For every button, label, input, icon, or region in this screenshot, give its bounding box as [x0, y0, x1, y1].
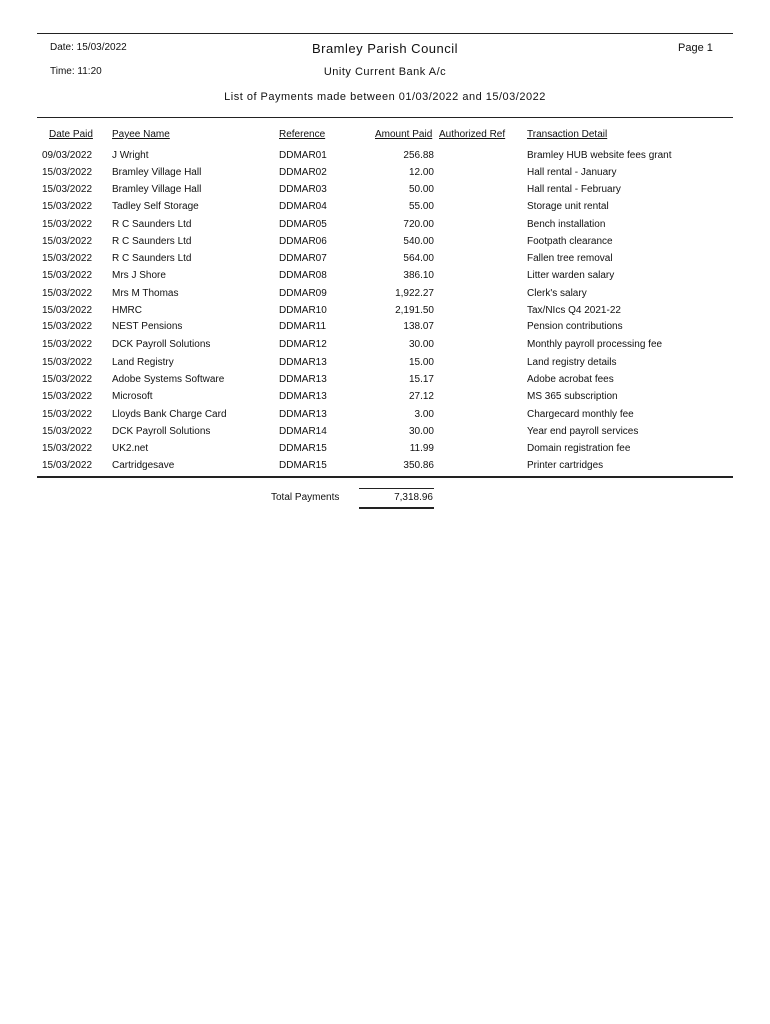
table-row: [0, 236, 770, 253]
table-row: [0, 288, 770, 305]
table-row: [0, 374, 770, 391]
cell-payee-name: R C Saunders Ltd: [112, 219, 192, 230]
cell-reference: DDMAR08: [279, 270, 327, 281]
cell-transaction-detail: Year end payroll services: [527, 426, 639, 437]
cell-reference: DDMAR13: [279, 391, 327, 402]
cell-transaction-detail: MS 365 subscription: [527, 391, 618, 402]
cell-date-paid: 15/03/2022: [42, 443, 93, 454]
cell-transaction-detail: Hall rental - January: [527, 167, 617, 178]
table-row: [0, 201, 770, 218]
cell-amount-paid: 15.00: [408, 357, 434, 368]
cell-amount-paid: 30.00: [408, 339, 434, 350]
table-row: [0, 167, 770, 184]
cell-payee-name: Cartridgesave: [112, 460, 175, 471]
cell-payee-name: Land Registry: [112, 357, 174, 368]
cell-reference: DDMAR10: [279, 305, 327, 316]
cell-amount-paid: 540.00: [403, 236, 434, 247]
table-row: [0, 270, 770, 287]
cell-reference: DDMAR04: [279, 201, 327, 212]
cell-date-paid: 15/03/2022: [42, 184, 93, 195]
cell-date-paid: 15/03/2022: [42, 201, 93, 212]
cell-amount-paid: 12.00: [408, 167, 434, 178]
table-row: [0, 339, 770, 356]
cell-date-paid: 15/03/2022: [42, 305, 93, 316]
col-transaction-detail: Transaction Detail: [527, 129, 608, 140]
total-top-rule: [359, 488, 434, 489]
cell-payee-name: Adobe Systems Software: [112, 374, 225, 385]
table-row: [0, 391, 770, 408]
cell-reference: DDMAR01: [279, 150, 327, 161]
total-bottom-rule: [359, 507, 434, 509]
cell-date-paid: 15/03/2022: [42, 357, 93, 368]
cell-amount-paid: 3.00: [414, 409, 434, 420]
cell-transaction-detail: Hall rental - February: [527, 184, 621, 195]
cell-payee-name: Lloyds Bank Charge Card: [112, 409, 227, 420]
header-rule: [37, 117, 733, 118]
cell-payee-name: R C Saunders Ltd: [112, 253, 192, 264]
cell-transaction-detail: Tax/NIcs Q4 2021-22: [527, 305, 621, 316]
cell-reference: DDMAR07: [279, 253, 327, 264]
cell-payee-name: Mrs J Shore: [112, 270, 166, 281]
cell-date-paid: 15/03/2022: [42, 409, 93, 420]
col-authorized-ref: Authorized Ref: [439, 129, 506, 140]
col-payee-name: Payee Name: [112, 129, 170, 140]
cell-payee-name: Tadley Self Storage: [112, 201, 199, 212]
cell-amount-paid: 138.07: [403, 321, 434, 332]
cell-amount-paid: 27.12: [408, 391, 434, 402]
cell-reference: DDMAR13: [279, 409, 327, 420]
cell-amount-paid: 350.86: [403, 460, 434, 471]
cell-reference: DDMAR15: [279, 443, 327, 454]
page-number: Page 1: [678, 42, 713, 54]
cell-payee-name: Microsoft: [112, 391, 153, 402]
account-name: Unity Current Bank A/c: [323, 66, 447, 78]
cell-reference: DDMAR14: [279, 426, 327, 437]
report-title: List of Payments made between 01/03/2022 and 15/03/2022: [224, 91, 546, 103]
cell-date-paid: 15/03/2022: [42, 321, 93, 332]
cell-reference: DDMAR11: [279, 321, 327, 332]
report-time: Time: 11:20: [50, 66, 102, 77]
cell-transaction-detail: Monthly payroll processing fee: [527, 339, 663, 350]
table-bottom-rule: [37, 476, 733, 478]
cell-payee-name: UK2.net: [112, 443, 149, 454]
col-amount-paid: Amount Paid: [375, 129, 433, 140]
cell-date-paid: 15/03/2022: [42, 219, 93, 230]
cell-transaction-detail: Adobe acrobat fees: [527, 374, 614, 385]
table-row: [0, 357, 770, 374]
cell-date-paid: 15/03/2022: [42, 374, 93, 385]
cell-payee-name: HMRC: [112, 305, 142, 316]
total-payments-label: Total Payments: [271, 492, 340, 503]
cell-amount-paid: 1,922.27: [395, 288, 434, 299]
cell-transaction-detail: Litter warden salary: [527, 270, 615, 281]
cell-date-paid: 15/03/2022: [42, 253, 93, 264]
table-row: [0, 321, 770, 338]
table-row: [0, 460, 770, 477]
table-row: [0, 426, 770, 443]
cell-amount-paid: 30.00: [408, 426, 434, 437]
cell-payee-name: NEST Pensions: [112, 321, 183, 332]
table-row: [0, 150, 770, 167]
cell-reference: DDMAR12: [279, 339, 327, 350]
cell-reference: DDMAR03: [279, 184, 327, 195]
cell-amount-paid: 11.99: [409, 443, 434, 454]
table-row: [0, 219, 770, 236]
table-row: [0, 409, 770, 426]
cell-transaction-detail: Clerk's salary: [527, 288, 587, 299]
report-date: Date: 15/03/2022: [50, 42, 127, 53]
cell-transaction-detail: Land registry details: [527, 357, 617, 368]
cell-transaction-detail: Bench installation: [527, 219, 606, 230]
cell-transaction-detail: Storage unit rental: [527, 201, 609, 212]
table-row: [0, 305, 770, 322]
cell-amount-paid: 15.17: [408, 374, 434, 385]
table-row: [0, 253, 770, 270]
cell-payee-name: DCK Payroll Solutions: [112, 339, 211, 350]
cell-date-paid: 15/03/2022: [42, 288, 93, 299]
cell-payee-name: Mrs M Thomas: [112, 288, 179, 299]
organisation-name: Bramley Parish Council: [311, 41, 459, 56]
cell-transaction-detail: Printer cartridges: [527, 460, 604, 471]
cell-amount-paid: 386.10: [403, 270, 434, 281]
cell-reference: DDMAR02: [279, 167, 327, 178]
cell-amount-paid: 720.00: [403, 219, 434, 230]
cell-transaction-detail: Bramley HUB website fees grant: [527, 150, 672, 161]
table-row: [0, 184, 770, 201]
cell-transaction-detail: Fallen tree removal: [527, 253, 613, 264]
cell-payee-name: DCK Payroll Solutions: [112, 426, 211, 437]
cell-date-paid: 15/03/2022: [42, 236, 93, 247]
cell-date-paid: 15/03/2022: [42, 167, 93, 178]
cell-reference: DDMAR13: [279, 374, 327, 385]
cell-reference: DDMAR09: [279, 288, 327, 299]
cell-amount-paid: 2,191.50: [395, 305, 434, 316]
cell-amount-paid: 55.00: [408, 201, 434, 212]
cell-amount-paid: 256.88: [403, 150, 434, 161]
cell-date-paid: 15/03/2022: [42, 460, 93, 471]
cell-amount-paid: 50.00: [408, 184, 434, 195]
cell-transaction-detail: Pension contributions: [527, 321, 623, 332]
cell-reference: DDMAR15: [279, 460, 327, 471]
cell-payee-name: J Wright: [112, 150, 149, 161]
cell-transaction-detail: Domain registration fee: [527, 443, 631, 454]
cell-date-paid: 09/03/2022: [42, 150, 93, 161]
cell-date-paid: 15/03/2022: [42, 426, 93, 437]
col-reference: Reference: [279, 129, 326, 140]
top-rule: [37, 33, 733, 34]
col-date-paid: Date Paid: [49, 129, 93, 140]
cell-transaction-detail: Footpath clearance: [527, 236, 613, 247]
cell-date-paid: 15/03/2022: [42, 391, 93, 402]
cell-reference: DDMAR13: [279, 357, 327, 368]
cell-date-paid: 15/03/2022: [42, 270, 93, 281]
total-payments-value: 7,318.96: [394, 492, 433, 503]
cell-reference: DDMAR06: [279, 236, 327, 247]
cell-date-paid: 15/03/2022: [42, 339, 93, 350]
table-row: [0, 443, 770, 460]
cell-payee-name: Bramley Village Hall: [112, 184, 202, 195]
cell-reference: DDMAR05: [279, 219, 327, 230]
cell-payee-name: Bramley Village Hall: [112, 167, 202, 178]
cell-payee-name: R C Saunders Ltd: [112, 236, 192, 247]
cell-amount-paid: 564.00: [403, 253, 434, 264]
cell-transaction-detail: Chargecard monthly fee: [527, 409, 634, 420]
